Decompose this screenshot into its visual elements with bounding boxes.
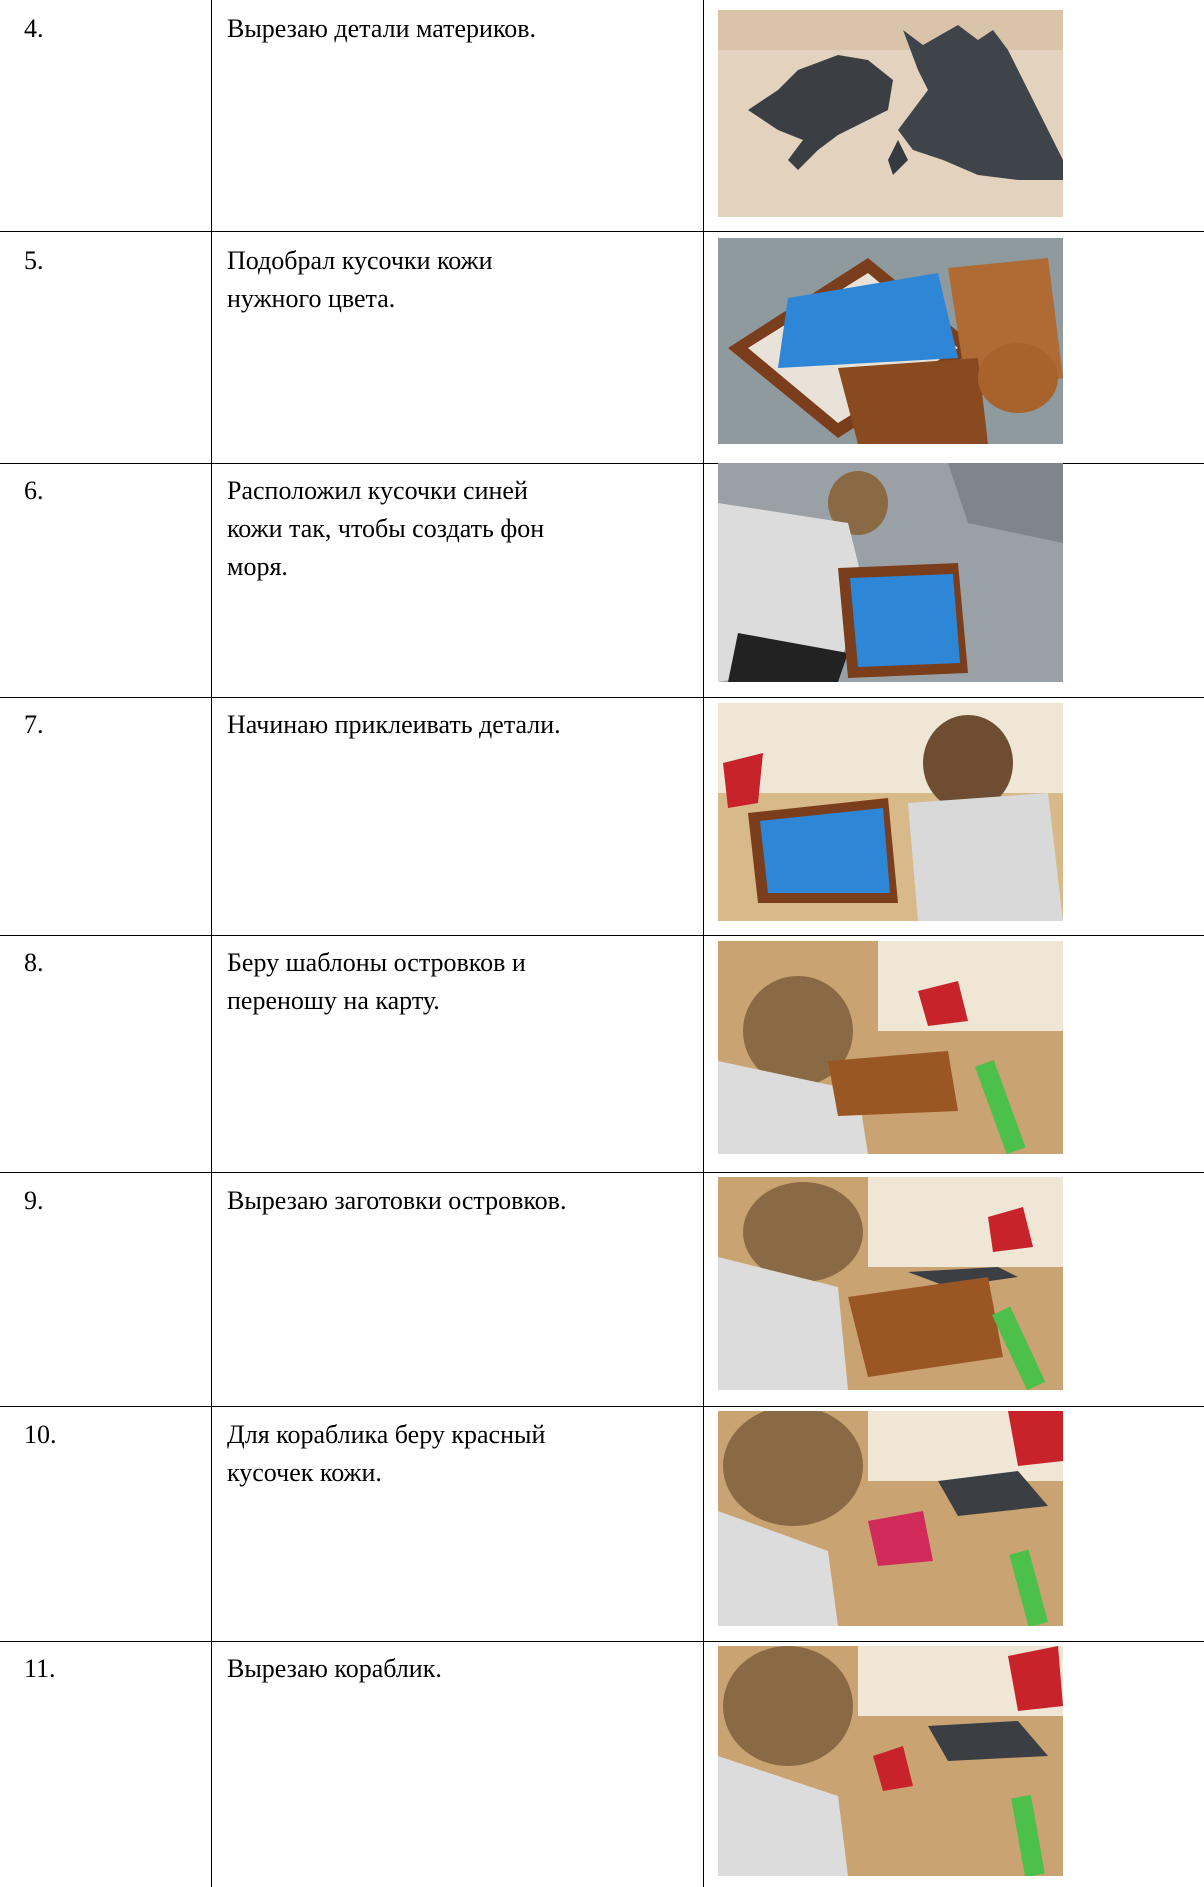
step-description: Начинаю приклеивать детали. [227, 710, 561, 739]
boy-cutting-islands-photo [718, 1177, 1063, 1390]
step-description: Вырезаю кораблик. [227, 1654, 442, 1683]
boy-cutting-ship-photo [718, 1646, 1063, 1876]
boy-arranging-blue-leather-photo [718, 463, 1063, 682]
table-border [703, 0, 704, 1887]
table-border [211, 0, 212, 1887]
table-border [0, 231, 1204, 232]
step-number: 4. [24, 14, 44, 43]
boy-tracing-templates-photo [718, 941, 1063, 1154]
step-number: 8. [24, 948, 44, 977]
step-number: 5. [24, 246, 44, 275]
table-border [0, 697, 1204, 698]
step-description: Для кораблика беру красный кусочек кожи. [227, 1420, 546, 1487]
step-description: Беру шаблоны островков и переношу на карту. [227, 948, 526, 1015]
step-description: Вырезаю заготовки островков. [227, 1186, 567, 1215]
step-number: 10. [24, 1420, 57, 1449]
table-border [0, 935, 1204, 936]
step-description: Расположил кусочки синей кожи так, чтобы создать фон моря. [227, 476, 545, 581]
step-number: 6. [24, 476, 44, 505]
table-border [0, 1641, 1204, 1642]
leather-pieces-frame-photo [718, 238, 1063, 444]
step-description: Подобрал кусочки кожи нужного цвета. [227, 246, 493, 313]
step-description: Вырезаю детали материков. [227, 14, 537, 43]
boy-red-leather-photo [718, 1411, 1063, 1626]
step-number: 9. [24, 1186, 44, 1215]
leather-continent-pieces-photo [718, 10, 1063, 217]
table-border [0, 1172, 1204, 1173]
step-number: 11. [24, 1654, 56, 1683]
boy-gluing-details-photo [718, 703, 1063, 921]
step-number: 7. [24, 710, 44, 739]
table-border [0, 1406, 1204, 1407]
